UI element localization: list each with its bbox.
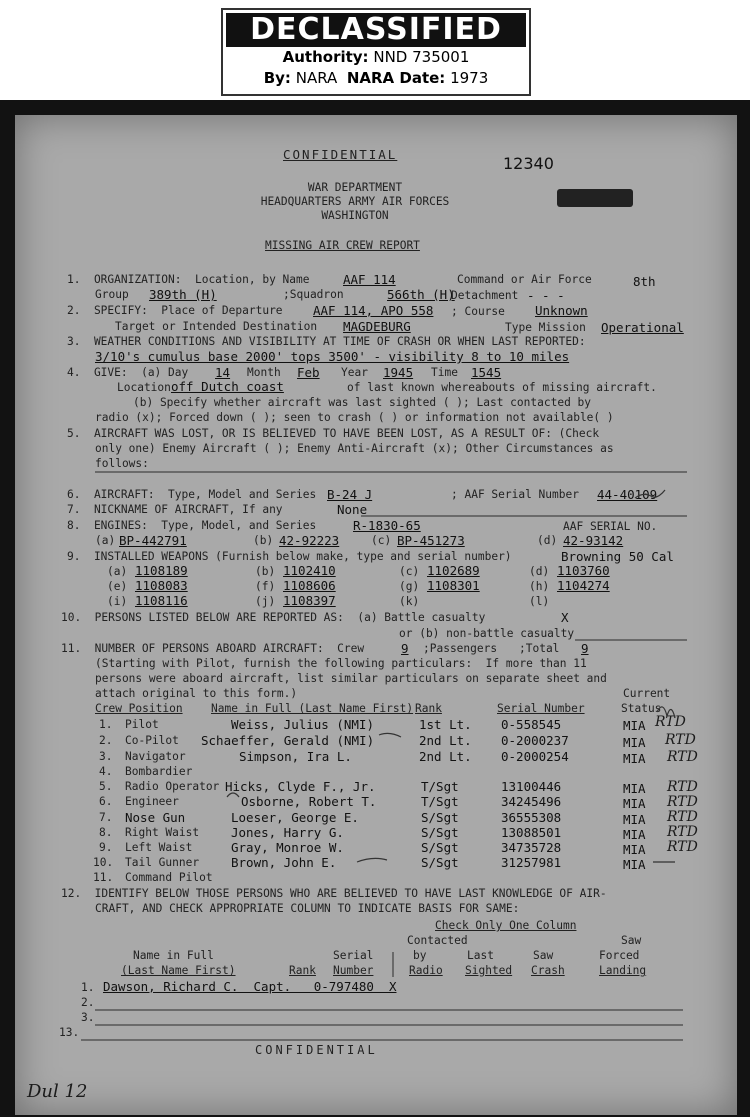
weapon-key: (j) [255,595,276,608]
dept-line: WAR DEPARTMENT [307,181,403,194]
col-forced: Forced [599,949,640,962]
engines-value: R-1830-65 [353,518,421,533]
crew-name: Simpson, Ira L. [239,749,352,764]
scanned-document [0,100,750,1117]
crew-name: Brown, John E. [231,855,337,870]
col-crash: Crash [531,964,565,977]
month-value: Feb [297,365,320,380]
engine-serial-label: AAF SERIAL NO. [563,520,658,533]
crew-position: Command Pilot [125,871,213,884]
crew-rank: S/Sgt [421,825,459,840]
org-location: AAF 114 [343,272,396,287]
crew-name: Jones, Harry G. [231,825,344,840]
engine-d-serial: 42-93142 [563,533,624,548]
crew-rank: T/Sgt [421,779,459,794]
witness-instructions-1: 12. IDENTIFY BELOW THOSE PERSONS WHO ARE BELIEVED TO HAVE LAST KNOWLEDGE OF AIR- [61,887,607,900]
col-landing: Landing [599,964,647,977]
aircraft-type: B-24 J [327,487,373,502]
weapon-key: (f) [255,580,276,593]
col-witness-name-2: (Last Name First) [121,964,236,977]
weapon-key: (b) [255,565,276,578]
row-number: 3. [99,750,113,763]
crew-rank: 2nd Lt. [419,749,472,764]
weather-value: 3/10's cumulus base 2000' tops 3500' - visibility 8 to 10 miles [95,349,570,364]
weapon-serial: 1102410 [283,563,336,578]
row-number: 5. [99,780,113,793]
total-count: 9 [581,641,589,656]
location-label: Location [117,381,171,394]
time-label: Time [431,366,458,379]
crew-serial: 0-2000254 [501,749,569,764]
row-number: 1. [99,718,113,731]
weapon-serial: 1104274 [557,578,610,593]
weapon-key: (d) [529,565,550,578]
month-label: Month [247,366,281,379]
course-label: ; Course [451,305,505,318]
col-rank: Rank [415,702,442,715]
crew-serial: 13088501 [501,825,562,840]
col-radio: Radio [409,964,443,977]
engines-label: 8. ENGINES: Type, Model, and Series [67,519,317,532]
crew-serial: 36555308 [501,810,562,825]
weapon-key: (g) [399,580,420,593]
target-value: MAGDEBURG [343,319,411,334]
org-command-label: Command or Air Force [457,273,592,286]
hq-line: HEADQUARTERS ARMY AIR FORCES [260,195,450,208]
weapon-serial: 1103760 [557,563,610,578]
handwritten-status: RTD [667,779,698,795]
row-number: 9. [99,841,113,854]
crew-name: Gray, Monroe W. [231,840,344,855]
stamp-authority: Authority: NND 735001 [282,48,470,66]
crew-name: Loeser, George E. [231,810,359,825]
passengers-label: ;Passengers [423,642,498,655]
witness-1: Dawson, Richard C. Capt. 0-797480 X [103,979,397,994]
crew-position: Nose Gun [125,810,186,825]
crew-serial: 34245496 [501,794,562,809]
crew-status: MIA [623,751,646,766]
witness-1-number: 1. [81,981,95,994]
crew-position: Pilot [125,718,159,731]
col-status: Status [621,702,662,715]
col-last: Last [467,949,494,962]
row-number: 8. [99,826,113,839]
nickname-label: 7. NICKNAME OF AIRCRAFT, If any [67,503,283,516]
stamp-title: DECLASSIFIED [226,13,526,47]
col-serial: Serial Number [497,702,585,715]
lost-cause-line3: follows: [95,457,149,470]
crew-name: Schaeffer, Gerald (NMI) [201,733,375,748]
witness-2-number: 2. [81,996,95,1009]
detachment-value: - - - [527,288,565,303]
crew-position: Co-Pilot [125,734,179,747]
form-title: MISSING AIR CREW REPORT [265,239,420,252]
lost-cause-line2: only one) Enemy Aircraft ( ); Enemy Anti-Aircraft (x); Other Circumstances as [95,442,614,455]
crew-rank: S/Sgt [421,855,459,870]
crew-rank: T/Sgt [421,794,459,809]
year-value: 1945 [383,365,414,380]
handwritten-status: RTD [667,839,698,855]
weapon-key: (c) [399,565,420,578]
weapon-serial: 1108397 [283,593,336,608]
crew-serial: 31257981 [501,855,562,870]
nickname-value: None [337,502,368,517]
instructions-line1: (Starting with Pilot, furnish the following particulars: If more than 11 [95,657,587,670]
col-witness-rank: Rank [289,964,316,977]
crew-name: Weiss, Julius (NMI) [231,717,374,732]
witness-3-number: 3. [81,1011,95,1024]
crew-count: 9 [401,641,409,656]
org-label: 1. ORGANIZATION: Location, by Name [67,273,310,286]
crew-status: MIA [623,781,646,796]
crew-rank: S/Sgt [421,810,459,825]
handwritten-status: RTD [667,794,698,810]
handwritten-status: RTD [667,809,698,825]
crew-position: Tail Gunner [125,856,200,869]
departure-place: AAF 114, APO 558 [313,303,434,318]
weapon-key: (e) [107,580,128,593]
crew-rank: 1st Lt. [419,717,472,732]
instructions-line2: persons were aboard aircraft, list similar particulars on separate sheet and [95,672,607,685]
crew-status: MIA [623,857,646,872]
crew-serial: 34735728 [501,840,562,855]
engine-a-serial: BP-442791 [119,533,187,548]
aircraft-label: 6. AIRCRAFT: Type, Model and Series [67,488,317,501]
handwritten-status: RTD [667,749,698,765]
engine-c-serial: BP-451273 [397,533,465,548]
crew-position: Navigator [125,750,186,763]
course-value: Unknown [535,303,588,318]
col-current: Current [623,687,671,700]
total-label: ;Total [519,642,560,655]
crew-name: Hicks, Clyde F., Jr. [225,779,376,794]
classification-bottom: CONFIDENTIAL [255,1043,378,1057]
weapon-key: (l) [529,595,550,608]
row-number: 6. [99,795,113,808]
instructions-line3: attach original to this form.) [95,687,298,700]
handwritten-status: RTD [655,714,686,730]
crew-position: Right Waist [125,826,200,839]
crew-status: MIA [623,812,646,827]
city-line: WASHINGTON [321,209,389,222]
crew-status: MIA [623,718,646,733]
col-sighted: Sighted [465,964,513,977]
col-saw: Saw [533,949,554,962]
form-rules [15,115,737,1115]
handwritten-status: RTD [665,732,696,748]
radio-line: radio (x); Forced down ( ); seen to crash ( ) or information not available( ) [95,411,614,424]
specify-label: 2. SPECIFY: Place of Departure [67,304,283,317]
location-value: off Dutch coast [171,379,284,394]
sighted-line: (b) Specify whether aircraft was last sighted ( ); Last contacted by [133,396,592,409]
crew-rank: S/Sgt [421,840,459,855]
weapon-key: (h) [529,580,550,593]
weapon-key: (k) [399,595,420,608]
witness-instructions-2: CRAFT, AND CHECK APPROPRIATE COLUMN TO INDICATE BASIS FOR SAME: [95,902,520,915]
engine-a-key: (a) [95,534,116,547]
crew-serial: 13100446 [501,779,562,794]
stamp-by: By: NARA NARA Date: 1973 [263,69,489,87]
col-name: Name in Full (Last Name First) [211,702,414,715]
crew-serial: 0-558545 [501,717,562,732]
crew-rank: 2nd Lt. [419,733,472,748]
org-command: 8th [633,274,656,289]
location-suffix: of last known whereabouts of missing aircraft. [347,381,657,394]
detachment-label: Detachment [451,289,519,302]
battle-casualty-mark: X [561,610,569,625]
crew-status: MIA [623,827,646,842]
crew-name: Osborne, Robert T. [241,794,377,809]
give-label: 4. GIVE: (a) Day [67,366,189,379]
row-number: 4. [99,765,113,778]
weapon-serial: 1108189 [135,563,188,578]
report-page [15,115,737,1115]
weapon-serial: 1108116 [135,593,188,608]
weapon-serial: 1108301 [427,578,480,593]
year-label: Year [341,366,368,379]
serial-label: ; AAF Serial Number [451,488,579,501]
non-battle-label: or (b) non-battle casualty [399,627,575,640]
weapons-label: 9. INSTALLED WEAPONS (Furnish below make, type and serial number) [67,550,512,563]
engine-d-key: (d) [537,534,558,547]
handwritten-status: RTD [667,824,698,840]
col-witness-serial: Serial [333,949,374,962]
row-number: 11. [93,871,114,884]
row-number: 10. [93,856,114,869]
persons-label: 11. NUMBER OF PERSONS ABOARD AIRCRAFT: Crew [61,642,365,655]
crew-status: MIA [623,796,646,811]
mission-type-label: Type Mission [505,321,586,334]
report-number: 12340 [503,154,554,173]
weapon-key: (i) [107,595,128,608]
col-forced-saw: Saw [621,934,642,947]
crew-position: Radio Operator [125,780,220,793]
day-value: 14 [215,365,231,380]
crew-serial: 0-2000237 [501,733,569,748]
time-value: 1545 [471,365,502,380]
classification-top: CONFIDENTIAL [283,147,398,162]
weapons-type: Browning 50 Cal [561,549,674,564]
weather-label: 3. WEATHER CONDITIONS AND VISIBILITY AT TIME OF CRASH OR WHEN LAST REPORTED: [67,335,586,348]
col-contacted: Contacted [407,934,468,947]
weapon-serial: 1102689 [427,563,480,578]
weapon-serial: 1108083 [135,578,188,593]
engine-c-key: (c) [371,534,392,547]
col-witness-name: Name in Full [133,949,214,962]
col-contacted-by: by [413,949,427,962]
weapon-key: (a) [107,565,128,578]
row-number: 2. [99,734,113,747]
aircraft-serial: 44-40109 [597,487,658,502]
crew-status: MIA [623,735,646,750]
group-value: 389th (H) [149,287,217,302]
target-label: Target or Intended Destination [115,320,318,333]
weapon-serial: 1108606 [283,578,336,593]
declassified-stamp [221,8,531,96]
col-witness-number: Number [333,964,374,977]
row-number: 7. [99,811,113,824]
crew-position: Bombardier [125,765,193,778]
col-position: Crew Position [95,702,183,715]
group-label: Group [95,288,129,301]
squadron-value: 566th (H) [387,287,455,302]
squadron-label: ;Squadron [283,288,344,301]
engine-b-serial: 42-92223 [279,533,340,548]
mission-type-value: Operational [601,320,684,335]
handwritten-note: Dul 12 [27,1081,88,1102]
casualty-label: 10. PERSONS LISTED BELOW ARE REPORTED AS: (a) Battle casualty [61,611,486,624]
lost-cause-line1: 5. AIRCRAFT WAS LOST, OR IS BELIEVED TO HAVE BEEN LOST, AS A RESULT OF: (Check [67,427,600,440]
crew-position: Engineer [125,795,179,808]
section-13: 13. [59,1026,80,1039]
crew-position: Left Waist [125,841,193,854]
crew-status: MIA [623,842,646,857]
engine-b-key: (b) [253,534,274,547]
check-only-one: Check Only One Column [435,919,577,932]
